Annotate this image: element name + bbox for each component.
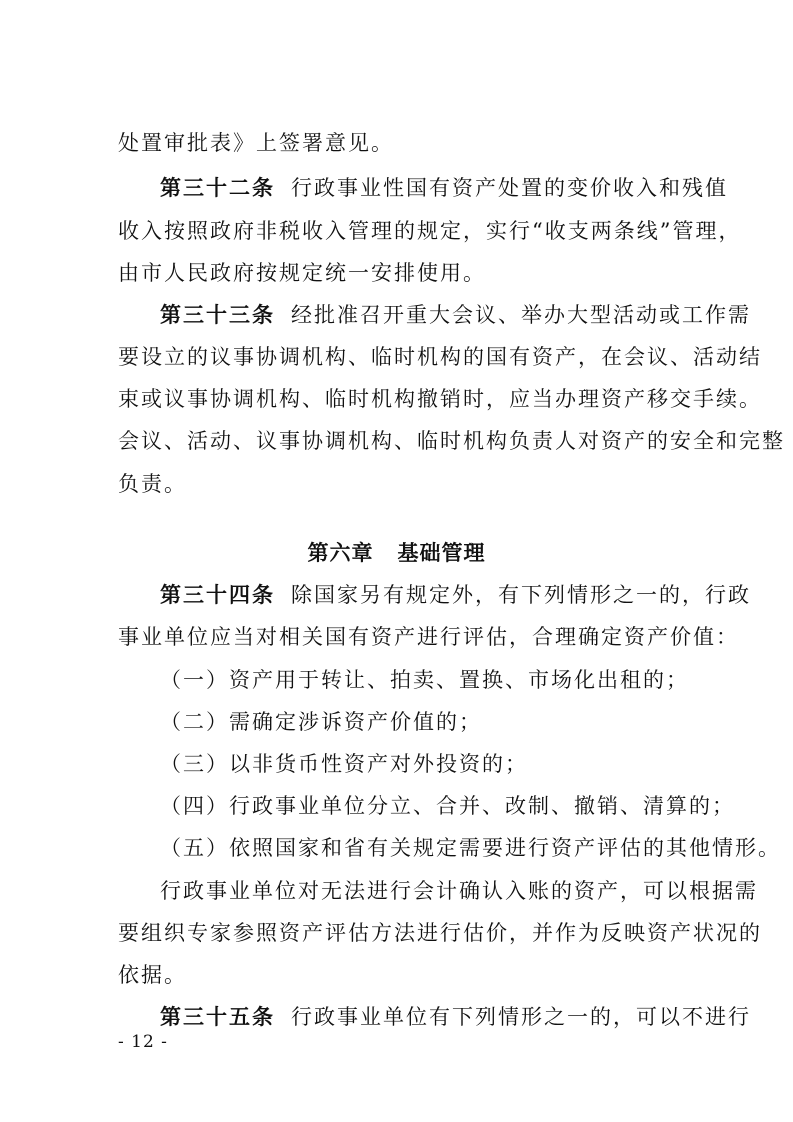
list-item: （二）需确定涉诉资产价值的； <box>160 710 482 734</box>
text-line: 行政事业单位对无法进行会计确认入账的资产，可以根据需 <box>160 879 758 903</box>
chapter-number: 第六章 <box>307 541 374 565</box>
list-item: （四）行政事业单位分立、合并、改制、撤销、清算的； <box>160 794 735 818</box>
list-item: （三）以非货币性资产对外投资的； <box>160 752 528 776</box>
text-line: 由市人民政府按规定统一安排使用。 <box>118 261 486 285</box>
text-line: 会议、活动、议事协调机构、临时机构负责人对资产的安全和完整 <box>118 429 785 453</box>
chapter-title: 基础管理 <box>397 541 486 565</box>
text-line: 收入按照政府非税收入管理的规定，实行“收支两条线”管理， <box>118 219 742 243</box>
article-35-first-line <box>118 1002 760 1032</box>
article-32-heading: 第三十二条 <box>160 176 275 200</box>
text-line: 要组织专家参照资产评估方法进行估价，并作为反映资产状况的 <box>118 921 762 945</box>
article-32-text: 行政事业性国有资产处置的变价收入和残值 <box>291 176 728 200</box>
article-34-heading: 第三十四条 <box>160 583 275 607</box>
text-line: 束或议事协调机构、临时机构撤销时，应当办理资产移交手续。 <box>118 387 762 411</box>
article-34-text: 除国家另有规定外，有下列情形之一的，行政 <box>291 583 751 607</box>
article-35-text: 行政事业单位有下列情形之一的，可以不进行 <box>291 1005 751 1029</box>
text-line: 负责。 <box>118 472 187 496</box>
list-item: （五）依照国家和省有关规定需要进行资产评估的其他情形。 <box>160 836 781 860</box>
page-number: - 12 - <box>118 1032 168 1052</box>
list-item: （一）资产用于转让、拍卖、置换、市场化出租的； <box>160 668 689 692</box>
article-33-first-line <box>118 300 760 330</box>
text-line: 处置审批表》上签署意见。 <box>118 131 394 155</box>
text-line: 要设立的议事协调机构、临时机构的国有资产，在会议、活动结 <box>118 345 762 369</box>
article-33-text: 经批准召开重大会议、举办大型活动或工作需 <box>291 303 751 327</box>
article-34-first-line <box>118 580 760 610</box>
article-35-heading: 第三十五条 <box>160 1005 275 1029</box>
text-line: 依据。 <box>118 963 187 987</box>
article-33-heading: 第三十三条 <box>160 303 275 327</box>
text-line: 事业单位应当对相关国有资产进行评估，合理确定资产价值： <box>118 625 739 649</box>
chapter-heading <box>0 538 793 568</box>
article-32-first-line <box>118 173 760 203</box>
